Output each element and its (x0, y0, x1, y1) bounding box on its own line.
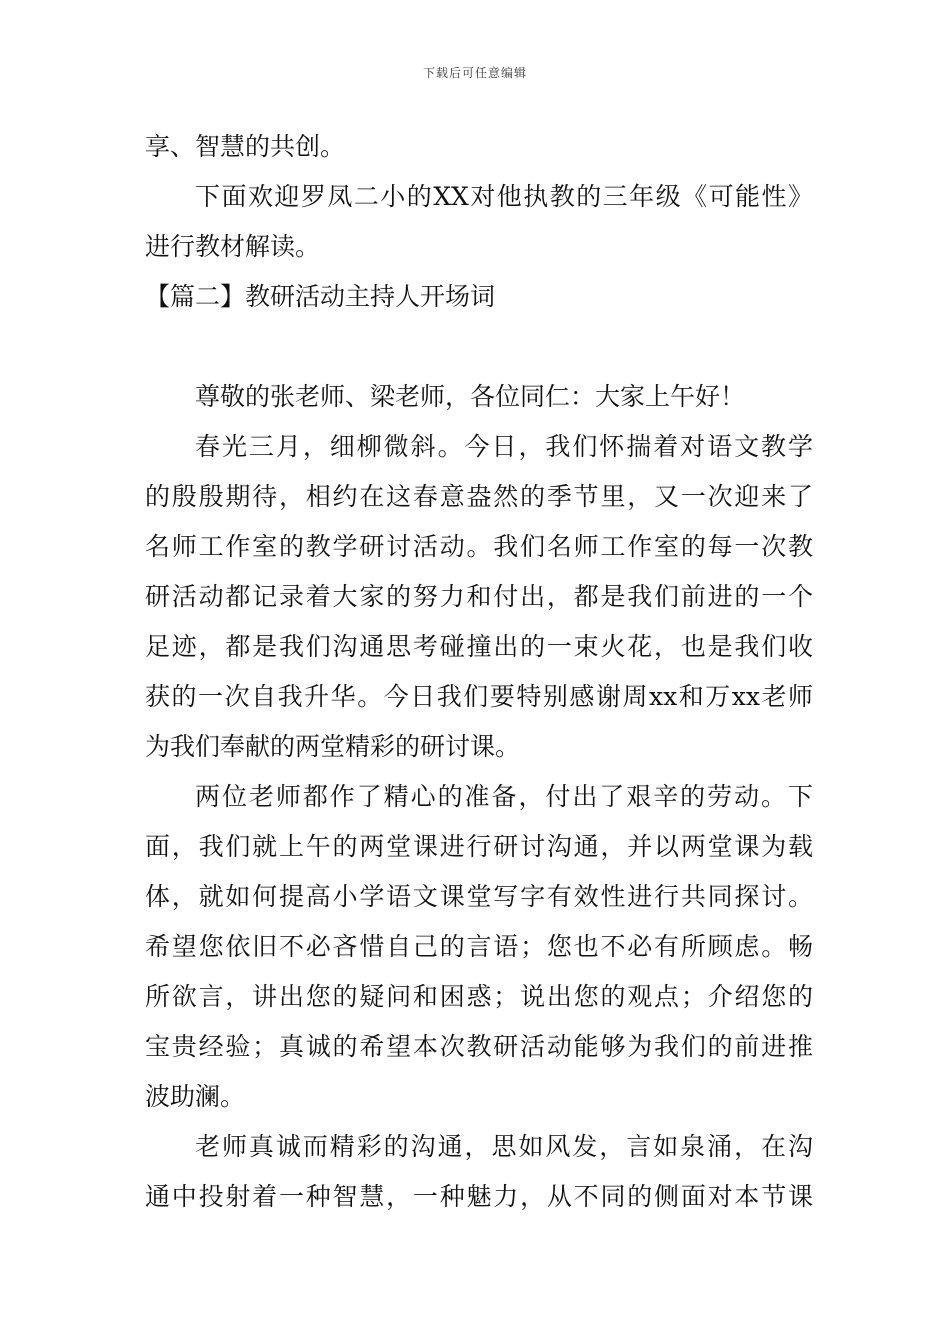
text-line: 的殷殷期待，相约在这春意盎然的季节里，又一次迎来了 (145, 482, 813, 511)
text-line: 面，我们就上午的两堂课进行研讨沟通，并以两堂课为载 (145, 832, 813, 861)
text-line: 老师真诚而精彩的沟通，思如风发，言如泉涌，在沟 (195, 1132, 813, 1161)
salutation-line: 尊敬的张老师、梁老师，各位同仁：大家上午好！ (195, 382, 746, 411)
document-body (145, 122, 813, 1222)
text-line: 通中投射着一种智慧，一种魅力，从不同的侧面对本节课 (145, 1182, 813, 1211)
text-line: 宝贵经验；真诚的希望本次教研活动能够为我们的前进推 (145, 1032, 813, 1061)
section-heading: 【篇二】教研活动主持人开场词 (145, 282, 496, 311)
blank-line (145, 322, 813, 372)
text-line: 下面欢迎罗凤二小的XX对他执教的三年级《可能性》 (195, 182, 813, 211)
text-line: 希望您依旧不必吝惜自己的言语；您也不必有所顾虑。畅 (145, 932, 813, 961)
page-header-note: 下载后可任意编辑 (422, 66, 527, 80)
text-line: 进行教材解读。 (145, 232, 321, 261)
text-line: 所欲言，讲出您的疑问和困惑；说出您的观点；介绍您的 (145, 982, 813, 1011)
text-line: 获的一次自我升华。今日我们要特别感谢周xx和万xx老师 (145, 682, 813, 711)
text-line: 波助澜。 (145, 1082, 246, 1111)
text-line: 名师工作室的教学研讨活动。我们名师工作室的每一次教 (145, 532, 813, 561)
text-line: 春光三月，细柳微斜。今日，我们怀揣着对语文教学 (195, 432, 813, 461)
text-line: 研活动都记录着大家的努力和付出，都是我们前进的一个 (145, 582, 813, 611)
text-line: 享、智慧的共创。 (145, 132, 346, 161)
text-line: 体，就如何提高小学语文课堂写字有效性进行共同探讨。 (145, 882, 813, 911)
text-line: 足迹，都是我们沟通思考碰撞出的一束火花，也是我们收 (145, 632, 813, 661)
text-line: 为我们奉献的两堂精彩的研讨课。 (145, 732, 521, 761)
text-line: 两位老师都作了精心的准备，付出了艰辛的劳动。下 (195, 782, 813, 811)
